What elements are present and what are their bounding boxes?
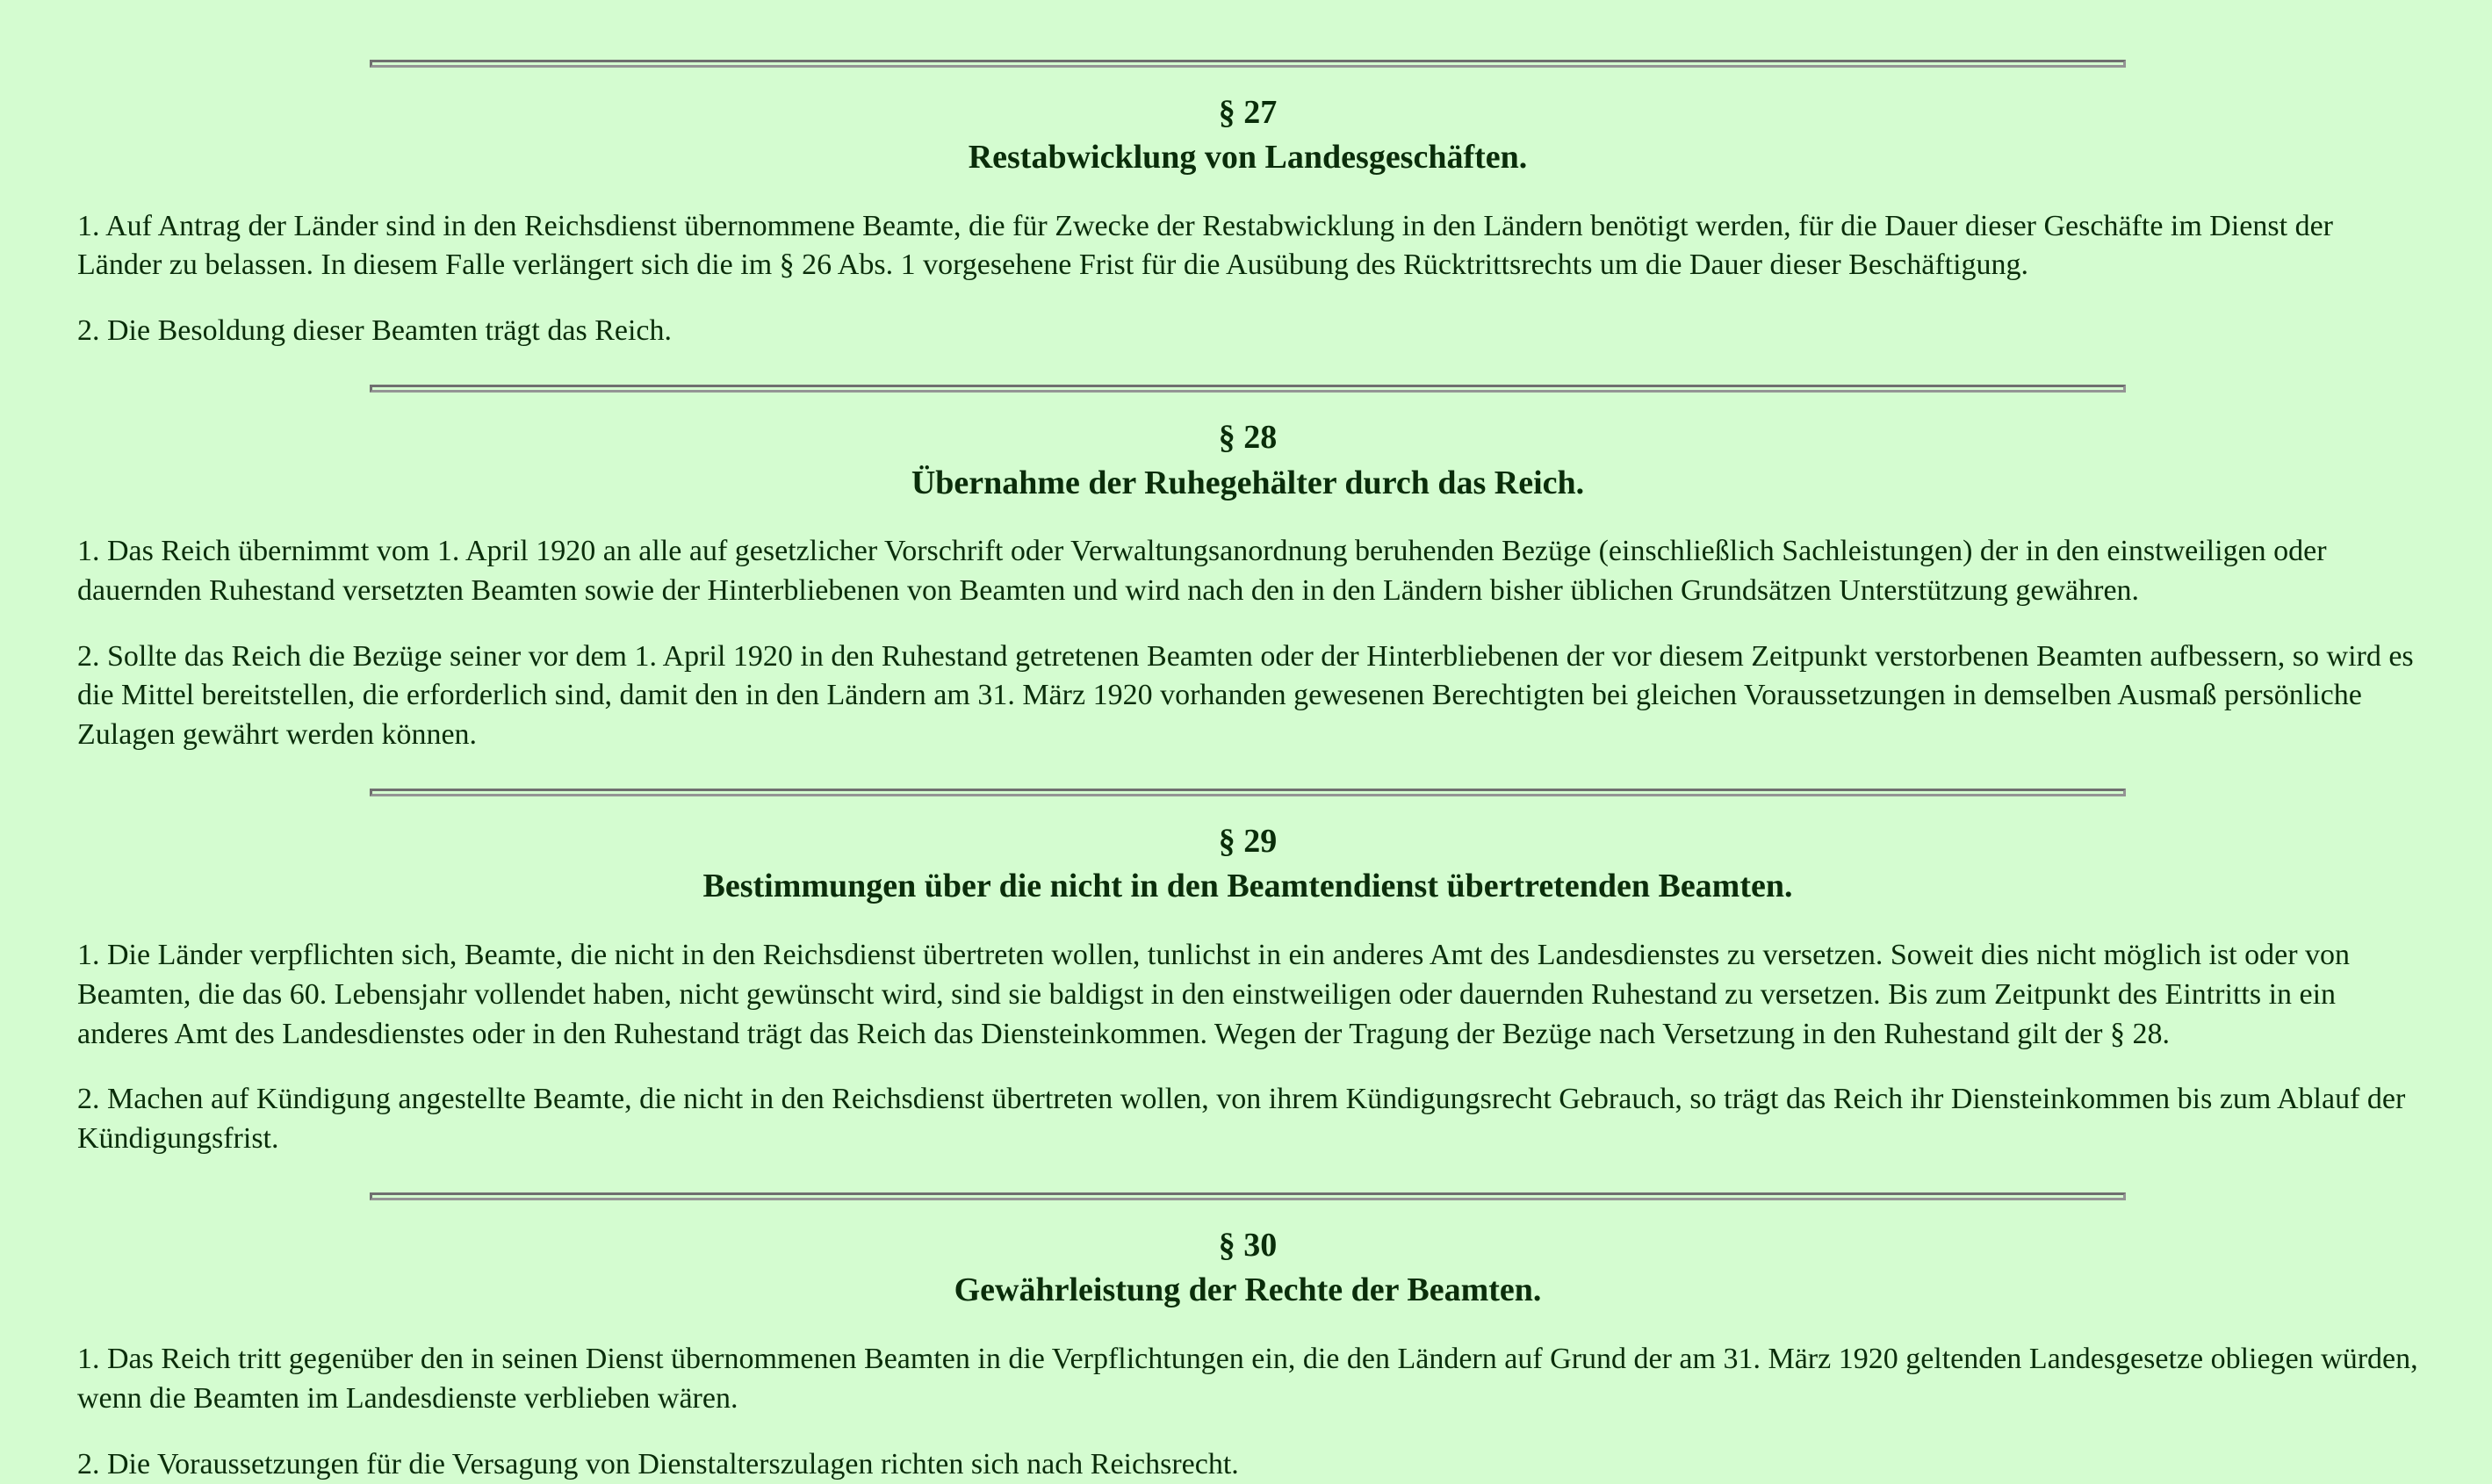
section-27 [77, 60, 2418, 351]
section-title: Gewährleistung der Rechte der Beamten. [954, 1271, 1542, 1308]
section-number: § 30 [1219, 1227, 1278, 1264]
paragraph: 1. Auf Antrag der Länder sind in den Reichsdienst übernommene Beamte, die für Zwecke der Restabwicklung in den Ländern benötigt werden, für die Dauer dieser Geschäfte im Dienst der Länder zu belassen. In diesem Falle verlängert sich die im § 26 Abs. 1 vorgesehene Frist für die Ausübung des Rücktrittsrechts um die Dauer dieser Beschäftigung. [77, 207, 2418, 286]
section-divider [370, 1192, 2126, 1200]
section-title: Bestimmungen über die nicht in den Beamtendienst übertretenden Beamten. [703, 868, 1793, 904]
section-divider [370, 385, 2126, 393]
paragraph: 2. Die Voraussetzungen für die Versagung von Dienstalterszulagen richten sich nach Reichsrecht. [77, 1445, 2418, 1484]
paragraph: 2. Machen auf Kündigung angestellte Beamte, die nicht in den Reichsdienst übertreten wollen, von ihrem Kündigungsrecht Gebrauch, so trägt das Reich ihr Diensteinkommen bis zum Ablauf der Kündigungsfrist. [77, 1080, 2418, 1159]
section-number: § 29 [1219, 823, 1278, 860]
section-number: § 27 [1219, 94, 1278, 131]
section-title: Übernahme der Ruhegehälter durch das Reich. [911, 465, 1584, 501]
section-28 [77, 385, 2418, 755]
section-29 [77, 789, 2418, 1159]
paragraph: 2. Sollte das Reich die Bezüge seiner vor dem 1. April 1920 in den Ruhestand getretenen Beamten oder der Hinterbliebenen der vor diesem Zeitpunkt verstorbenen Beamten aufbessern, so wird es die Mittel bereitstellen, die erforderlich sind, damit den in den Ländern am 31. März 1920 vorhanden gewesenen Berechtigten bei gleichen Voraussetzungen in demselben Ausmaß persönliche Zulagen gewährt werden können. [77, 638, 2418, 756]
section-heading [77, 1223, 2418, 1314]
section-heading [77, 415, 2418, 506]
paragraph: 2. Die Besoldung dieser Beamten trägt das Reich. [77, 312, 2418, 351]
paragraph: 1. Das Reich tritt gegenüber den in seinen Dienst übernommenen Beamten in die Verpflichtungen ein, die den Ländern auf Grund der am 31. März 1920 geltenden Landesgesetze obliegen würden, wenn die Beamten im Landesdienste verblieben wären. [77, 1340, 2418, 1419]
paragraph: 1. Das Reich übernimmt vom 1. April 1920 an alle auf gesetzlicher Vorschrift oder Verwaltungsanordnung beruhenden Bezüge (einschließlich Sachleistungen) der in den einstweiligen oder dauernden Ruhestand versetzten Beamten sowie der Hinterbliebenen von Beamten und wird nach den in den Ländern bisher üblichen Grundsätzen Unterstützung gewähren. [77, 532, 2418, 611]
section-heading [77, 819, 2418, 910]
section-30 [77, 1192, 2418, 1484]
section-divider [370, 60, 2126, 68]
paragraph: 1. Die Länder verpflichten sich, Beamte, die nicht in den Reichsdienst übertreten wollen, tunlichst in ein anderes Amt des Landesdienstes zu versetzen. Soweit dies nicht möglich ist oder von Beamten, die das 60. Lebensjahr vollendet haben, nicht gewünscht wird, sind sie baldigst in den einstweiligen oder dauernden Ruhestand zu versetzen. Bis zum Zeitpunkt des Eintritts in ein anderes Amt des Landesdienstes oder in den Ruhestand trägt das Reich das Diensteinkommen. Wegen der Tragung der Bezüge nach Versetzung in den Ruhestand gilt der § 28. [77, 936, 2418, 1055]
section-divider [370, 789, 2126, 796]
section-title: Restabwicklung von Landesgeschäften. [969, 139, 1528, 176]
section-heading [77, 90, 2418, 181]
section-number: § 28 [1219, 419, 1278, 456]
law-document [77, 60, 2418, 1484]
